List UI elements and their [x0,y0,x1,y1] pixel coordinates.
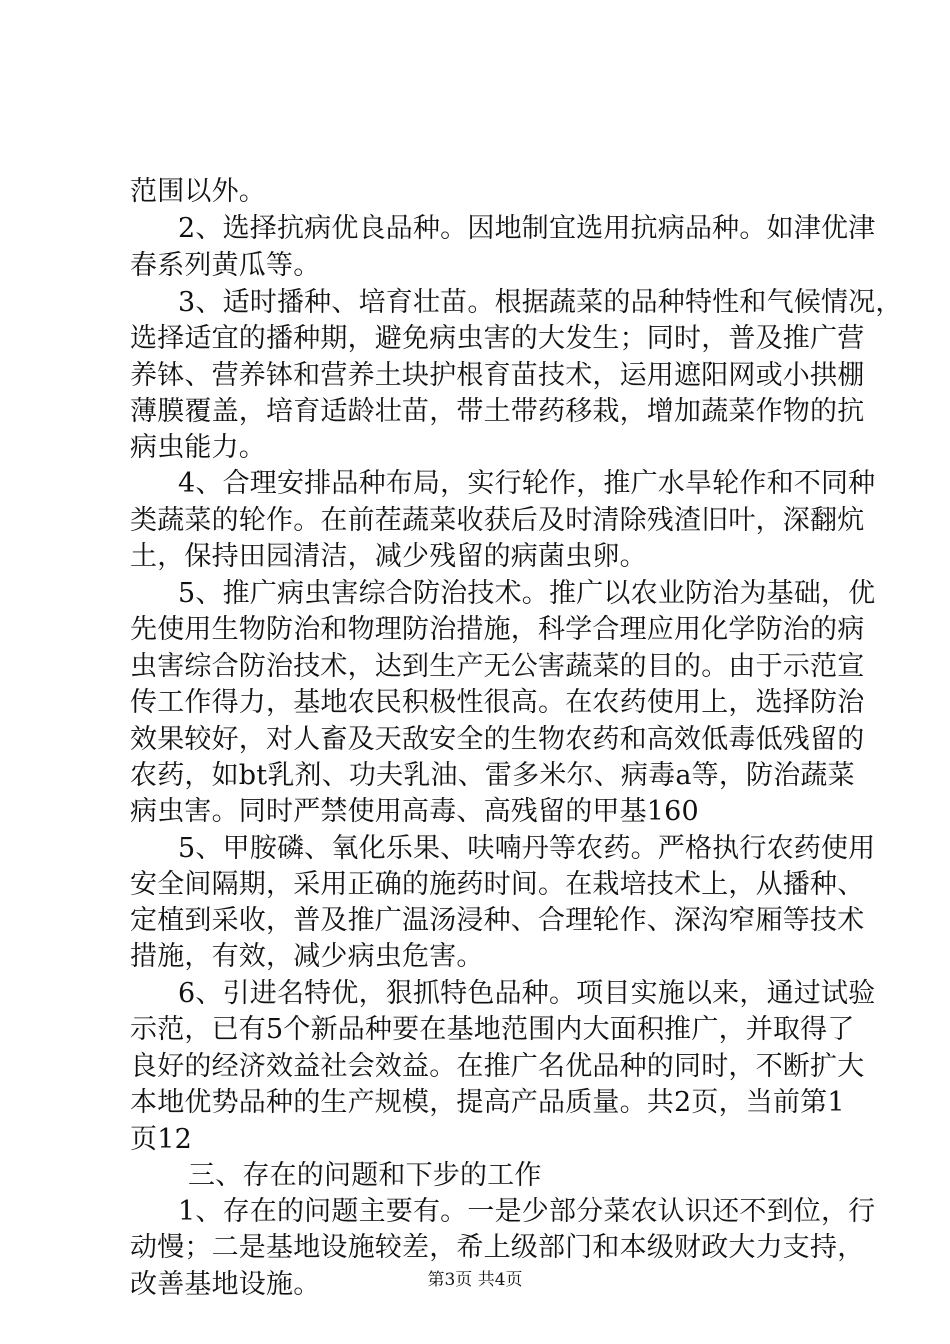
text-line: 土，保持田园清洁，减少残留的病菌虫卵。 [130,541,647,572]
text-line: 良好的经济效益社会效益。在推广名优品种的同时，不断扩大 [130,1051,865,1082]
text-line: 2、选择抗病优良品种。因地制宜选用抗病品种。如津优津 [178,213,876,244]
text-line: 效果较好，对人畜及天敌安全的生物农药和高效低毒低残留的 [130,724,865,755]
text-line: 类蔬菜的轮作。在前茬蔬菜收获后及时清除残渣旧叶，深翻炕 [130,505,865,536]
text-line: 3、适时播种、培育壮苗。根据蔬菜的品种特性和气候情况， [178,287,903,318]
text-line: 改善基地设施。 [130,1269,321,1300]
page-number-footer: 第3页 共4页 [427,1270,523,1290]
text-line: 范围以外。 [130,176,266,207]
text-line: 病虫能力。 [130,432,266,463]
text-line: 薄膜覆盖，培育适龄壮苗，带土带药移栽，增加蔬菜作物的抗 [130,396,865,427]
text-line: 定植到采收，普及推广温汤浸种、合理轮作、深沟窄厢等技术 [130,905,865,936]
text-line: 春系列黄瓜等。 [130,250,321,281]
text-line: 1、存在的问题主要有。一是少部分菜农认识还不到位，行 [178,1196,876,1227]
section-heading: 三、存在的问题和下步的工作 [188,1160,542,1191]
text-line: 页12 [130,1124,192,1155]
text-line: 示范，已有5个新品种要在基地范围内大面积推广，并取得了 [130,1014,855,1045]
text-line: 农药，如bt乳剂、功夫乳油、雷多米尔、病毒a等，防治蔬菜 [130,760,855,791]
text-line: 本地优势品种的生产规模，提高产品质量。共2页，当前第1 [130,1087,845,1118]
text-line: 4、合理安排品种布局，实行轮作，推广水旱轮作和不同种 [178,468,876,499]
text-line: 先使用生物防治和物理防治措施，科学合理应用化学防治的病 [130,614,865,645]
text-line: 5、甲胺磷、氧化乐果、呋喃丹等农药。严格执行农药使用 [178,833,876,864]
text-line: 6、引进名特优，狠抓特色品种。项目实施以来，通过试验 [178,978,876,1009]
text-line: 5、推广病虫害综合防治技术。推广以农业防治为基础，优 [178,578,876,609]
text-line: 传工作得力，基地农民积极性很高。在农药使用上，选择防治 [130,687,865,718]
text-line: 虫害综合防治技术，达到生产无公害蔬菜的目的。由于示范宣 [130,651,865,682]
text-line: 安全间隔期，采用正确的施药时间。在栽培技术上，从播种、 [130,869,865,900]
text-line: 选择适宜的播种期，避免病虫害的大发生；同时，普及推广营 [130,323,865,354]
text-line: 动慢；二是基地设施较差，希上级部门和本级财政大力支持， [130,1232,865,1263]
text-line: 病虫害。同时严禁使用高毒、高残留的甲基160 [130,796,699,827]
text-line: 措施，有效，减少病虫危害。 [130,941,484,972]
text-line: 养钵、营养钵和营养土块护根育苗技术，运用遮阳网或小拱棚 [130,360,865,391]
